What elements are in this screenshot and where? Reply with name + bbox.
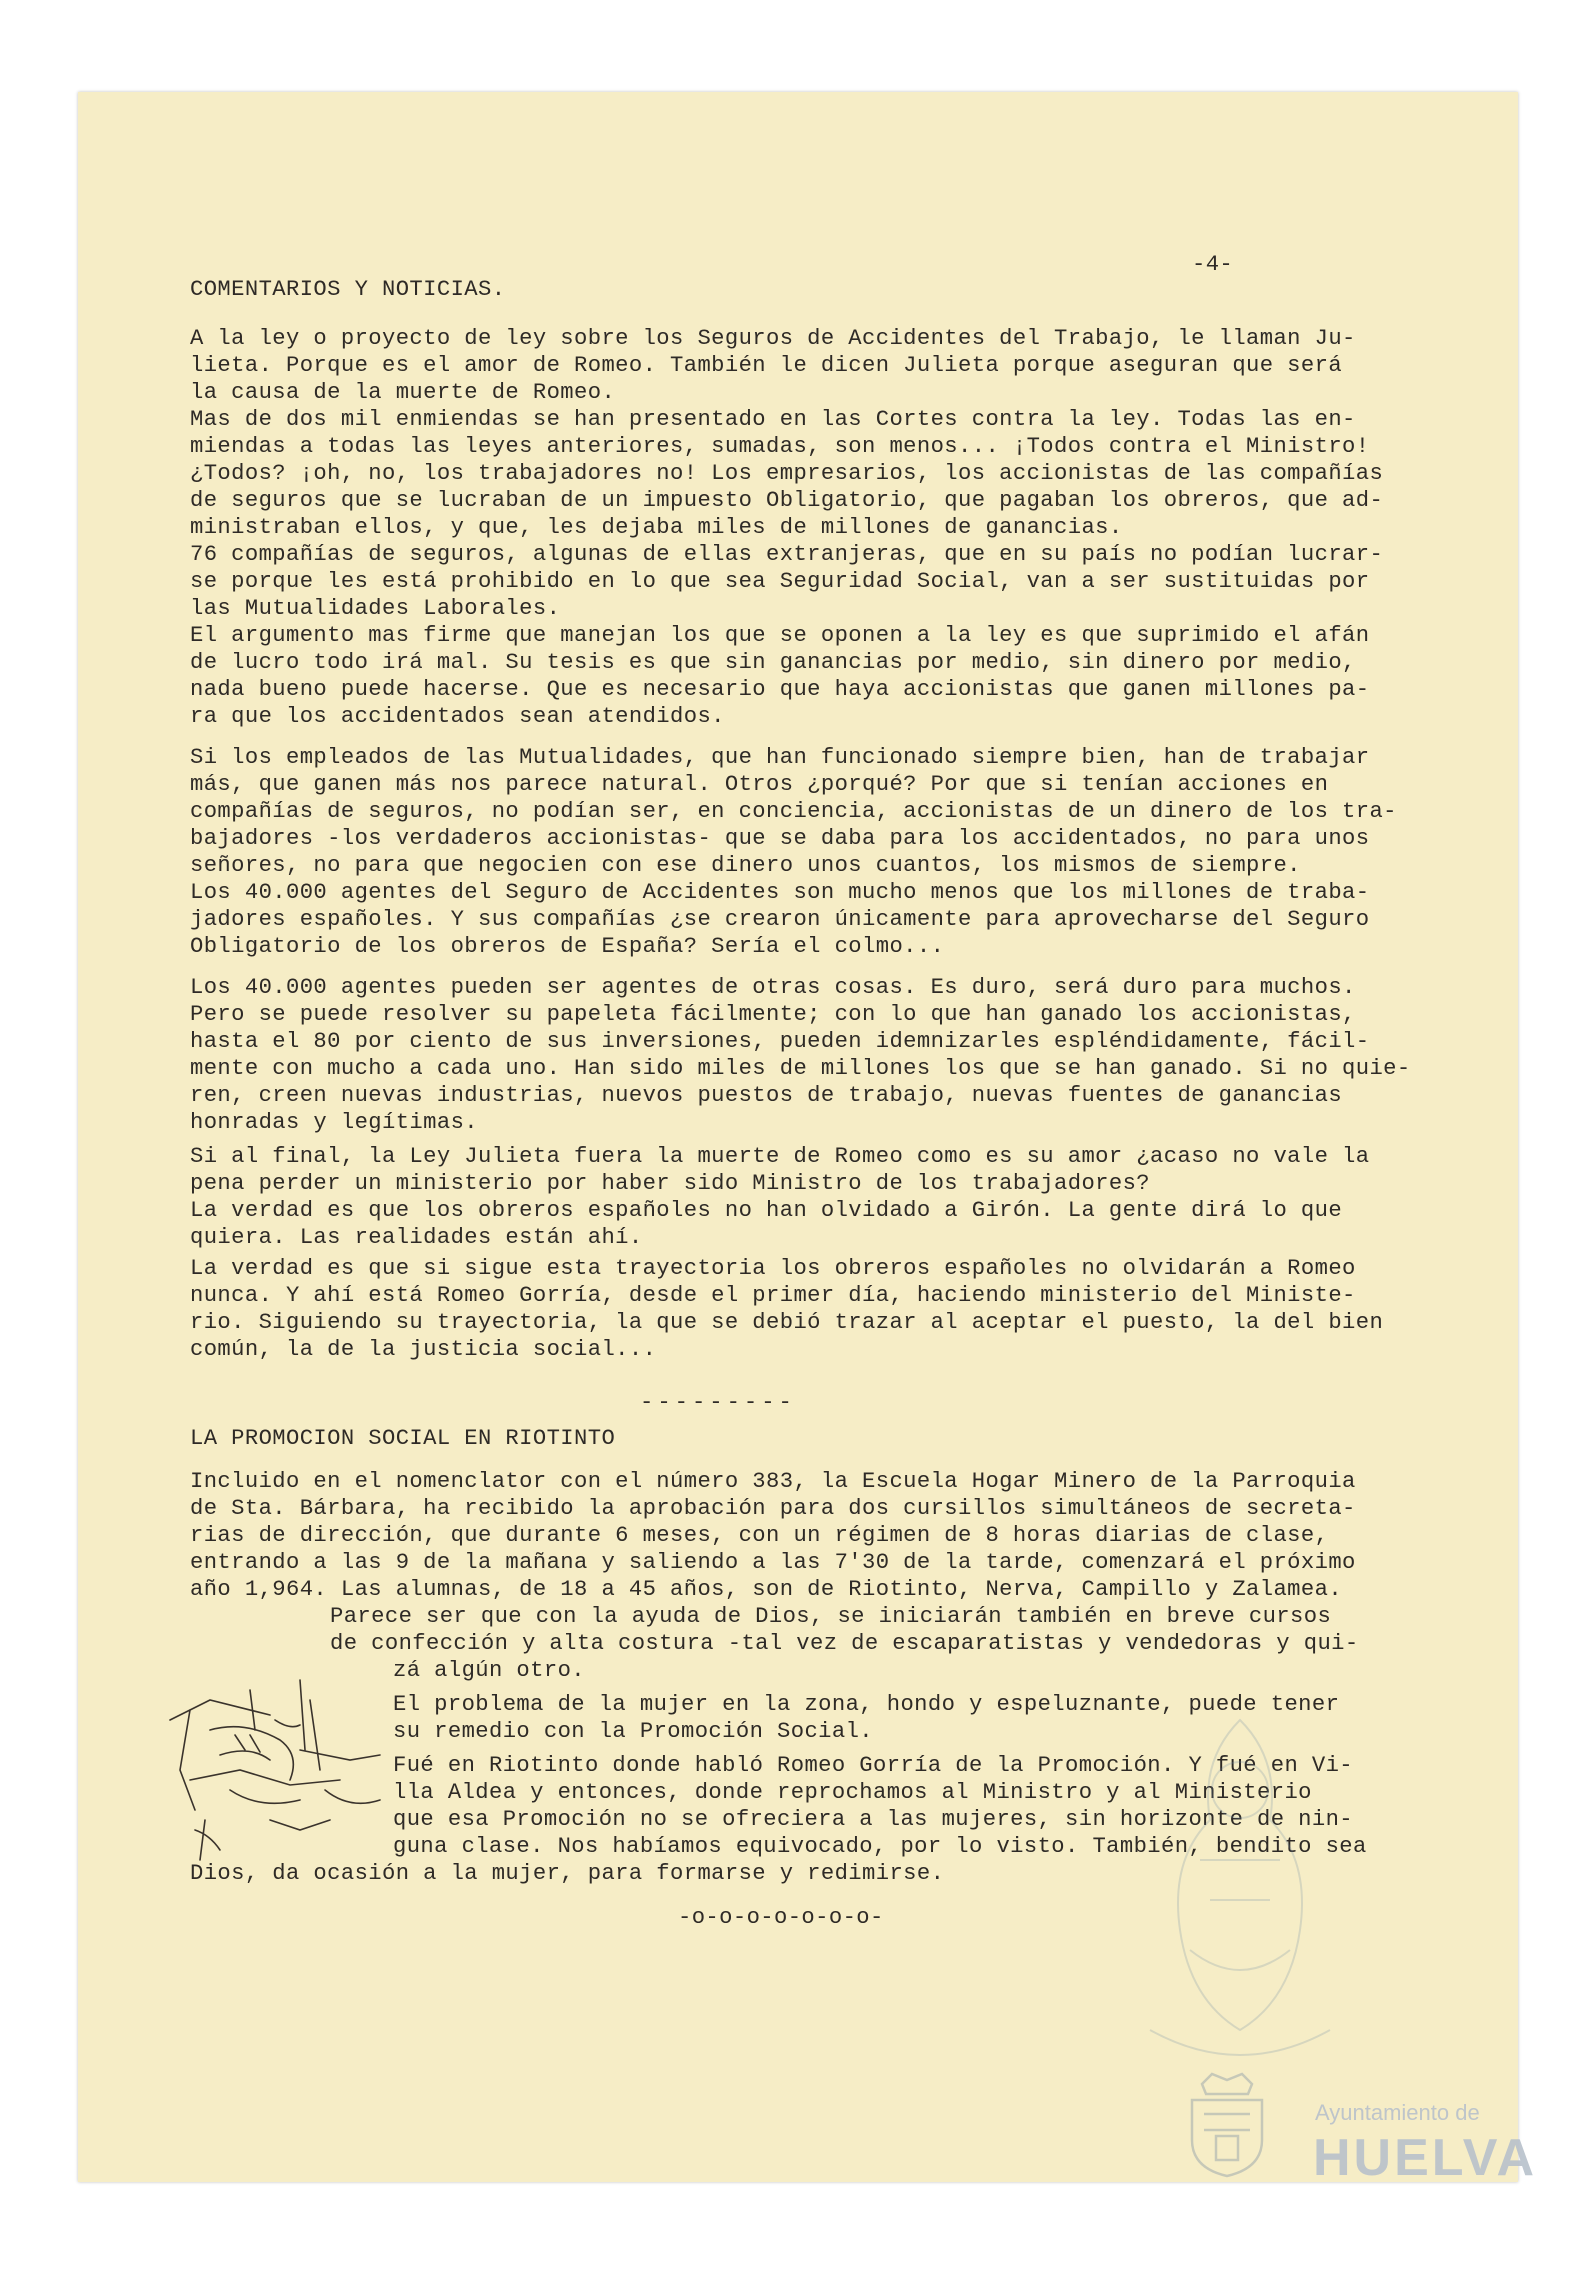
text-line: La verdad es que los obreros españoles no han olvidado a Girón. La gente dirá lo que xyxy=(190,1198,1343,1223)
text-line: pena perder un ministerio por haber sido Ministro de los trabajadores? xyxy=(190,1171,1151,1196)
text-line: que esa Promoción no se ofreciera a las mujeres, sin horizonte de nin- xyxy=(393,1807,1354,1832)
text-line: Obligatorio de los obreros de España? Sería el colmo... xyxy=(190,934,945,959)
text-line: bajadores -los verdaderos accionistas- que se daba para los accidentados, no para unos xyxy=(190,826,1370,851)
text-line: guna clase. Nos habíamos equivocado, por lo visto. También, bendito sea xyxy=(393,1834,1367,1859)
text-line: ¿Todos? ¡oh, no, los trabajadores no! Los empresarios, los accionistas de las compañías xyxy=(190,461,1384,486)
text-line: mente con mucho a cada uno. Han sido miles de millones los que se han ganado. Si no quie- xyxy=(190,1056,1411,1081)
end-mark: -o-o-o-o-o-o-o- xyxy=(678,1905,884,1930)
text-line: señores, no para que negocien con ese dinero unos cuantos, los mismos de siempre. xyxy=(190,853,1301,878)
text-line: Si los empleados de las Mutualidades, que han funcionado siempre bien, han de trabajar xyxy=(190,745,1370,770)
text-line: El problema de la mujer en la zona, hondo y espeluznante, puede tener xyxy=(393,1692,1340,1717)
text-line: Dios, da ocasión a la mujer, para formarse y redimirse. xyxy=(190,1861,945,1886)
text-line: de Sta. Bárbara, ha recibido la aprobación para dos cursillos simultáneos de secreta- xyxy=(190,1496,1356,1521)
text-line: quiera. Las realidades están ahí. xyxy=(190,1225,643,1250)
text-line: compañías de seguros, no podían ser, en conciencia, accionistas de un dinero de los tra- xyxy=(190,799,1397,824)
text-line: La verdad es que si sigue esta trayectoria los obreros españoles no olvidarán a Romeo xyxy=(190,1256,1356,1281)
text-line: entrando a las 9 de la mañana y saliendo a las 7'30 de la tarde, comenzará el próximo xyxy=(190,1550,1356,1575)
text-line: año 1,964. Las alumnas, de 18 a 45 años, son de Riotinto, Nerva, Campillo y Zalamea. xyxy=(190,1577,1343,1602)
text-line: El argumento mas firme que manejan los que se oponen a la ley es que suprimido el afán xyxy=(190,623,1370,648)
text-line: A la ley o proyecto de ley sobre los Seguros de Accidentes del Trabajo, le llaman Ju- xyxy=(190,326,1356,351)
text-line: Los 40.000 agentes del Seguro de Accidentes son mucho menos que los millones de traba- xyxy=(190,880,1370,905)
text-line: común, la de la justicia social... xyxy=(190,1337,657,1362)
text-line: de seguros que se lucraban de un impuesto Obligatorio, que pagaban los obreros, que ad- xyxy=(190,488,1384,513)
text-line: ren, creen nuevas industrias, nuevos puestos de trabajo, nuevas fuentes de ganancias xyxy=(190,1083,1343,1108)
text-line: Los 40.000 agentes pueden ser agentes de otras cosas. Es duro, será duro para muchos. xyxy=(190,975,1356,1000)
watermark-figure-icon xyxy=(1050,1700,1430,2100)
section-heading-comentarios: COMENTARIOS Y NOTICIAS. xyxy=(190,277,506,302)
sketch-illustration-icon xyxy=(150,1660,400,1870)
text-line: 76 compañías de seguros, algunas de ellas extranjeras, que en su país no podían lucrar- xyxy=(190,542,1384,567)
text-line: nunca. Y ahí está Romeo Gorría, desde el primer día, haciendo ministerio del Ministe- xyxy=(190,1283,1356,1308)
text-line: lla Aldea y entonces, donde reprochamos al Ministro y al Ministerio xyxy=(393,1780,1312,1805)
text-line: zá algún otro. xyxy=(393,1658,586,1683)
text-line: miendas a todas las leyes anteriores, sumadas, son menos... ¡Todos contra el Ministro! xyxy=(190,434,1370,459)
text-line: Si al final, la Ley Julieta fuera la muerte de Romeo como es su amor ¿acaso no vale la xyxy=(190,1144,1370,1169)
watermark-line1: Ayuntamiento de xyxy=(1315,2100,1480,2125)
text-line: jadores españoles. Y sus compañías ¿se crearon únicamente para aprovecharse del Seguro xyxy=(190,907,1370,932)
section-separator: --------- xyxy=(640,1390,796,1415)
text-line: Pero se puede resolver su papeleta fácilmente; con lo que han ganado los accionistas, xyxy=(190,1002,1356,1027)
text-line: Incluido en el nomenclator con el número 383, la Escuela Hogar Minero de la Parroquia xyxy=(190,1469,1356,1494)
text-line: Fué en Riotinto donde habló Romeo Gorría de la Promoción. Y fué en Vi- xyxy=(393,1753,1354,1778)
text-line: se porque les está prohibido en lo que sea Seguridad Social, van a ser sustituidas por xyxy=(190,569,1370,594)
text-line: honradas y legítimas. xyxy=(190,1110,479,1135)
text-line: rio. Siguiendo su trayectoria, la que se debió trazar al aceptar el puesto, la del bien xyxy=(190,1310,1384,1335)
text-line: Mas de dos mil enmiendas se han presentado en las Cortes contra la ley. Todas las en- xyxy=(190,407,1356,432)
text-line: nada bueno puede hacerse. Que es necesario que haya accionistas que ganen millones pa- xyxy=(190,677,1370,702)
text-line: su remedio con la Promoción Social. xyxy=(393,1719,874,1744)
section-heading-promocion: LA PROMOCION SOCIAL EN RIOTINTO xyxy=(190,1426,616,1451)
text-line: ministraban ellos, y que, les dejaba miles de millones de ganancias. xyxy=(190,515,1123,540)
text-line: de confección y alta costura -tal vez de escaparatistas y vendedoras y qui- xyxy=(330,1631,1359,1656)
page-number: -4- xyxy=(1192,252,1234,277)
text-line: la causa de la muerte de Romeo. xyxy=(190,380,616,405)
crest-logo-icon xyxy=(1182,2070,1272,2180)
text-line: Parece ser que con la ayuda de Dios, se iniciarán también en breve cursos xyxy=(330,1604,1332,1629)
text-line: ra que los accidentados sean atendidos. xyxy=(190,704,725,729)
text-line: lieta. Porque es el amor de Romeo. También le dicen Julieta porque aseguran que será xyxy=(190,353,1343,378)
text-line: las Mutualidades Laborales. xyxy=(190,596,561,621)
watermark-line2: HUELVA xyxy=(1313,2129,1538,2187)
text-line: hasta el 80 por ciento de sus inversiones, pueden idemnizarles espléndidamente, fácil- xyxy=(190,1029,1370,1054)
text-line: rias de dirección, que durante 6 meses, con un régimen de 8 horas diarias de clase, xyxy=(190,1523,1329,1548)
text-line: de lucro todo irá mal. Su tesis es que sin ganancias por medio, sin dinero por medio, xyxy=(190,650,1356,675)
text-line: más, que ganen más nos parece natural. Otros ¿porqué? Por que si tenían acciones en xyxy=(190,772,1329,797)
